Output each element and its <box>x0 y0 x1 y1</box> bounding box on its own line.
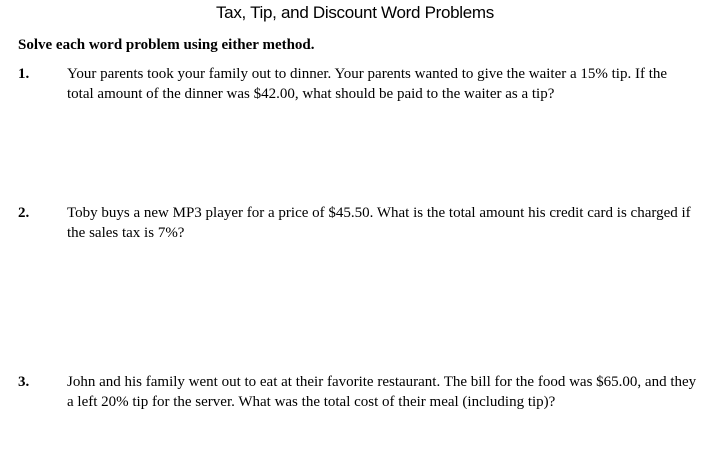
problem-text: Toby buys a new MP3 player for a price of $45.50. What is the total amount his credit card is charged if the sales tax is 7%? <box>67 205 691 241</box>
problem-number: 2. <box>18 205 30 221</box>
instructions-text: Solve each word problem using either method. <box>18 37 315 53</box>
problem-number: 3. <box>18 374 30 390</box>
problem-number: 1. <box>18 66 30 82</box>
problem-item <box>18 372 698 412</box>
worksheet-title: Tax, Tip, and Discount Word Problems <box>215 3 494 22</box>
problem-text: Your parents took your family out to dinner. Your parents wanted to give the waiter a 15% tip. If the total amount of the dinner was $42.00, what should be paid to the waiter as a tip? <box>67 66 668 102</box>
problem-item <box>18 64 698 104</box>
problem-text: John and his family went out to eat at their favorite restaurant. The bill for the food was $65.00, and they a left 20% tip for the server. What was the total cost of their meal (including tip)? <box>67 374 697 410</box>
problem-item <box>18 203 698 243</box>
